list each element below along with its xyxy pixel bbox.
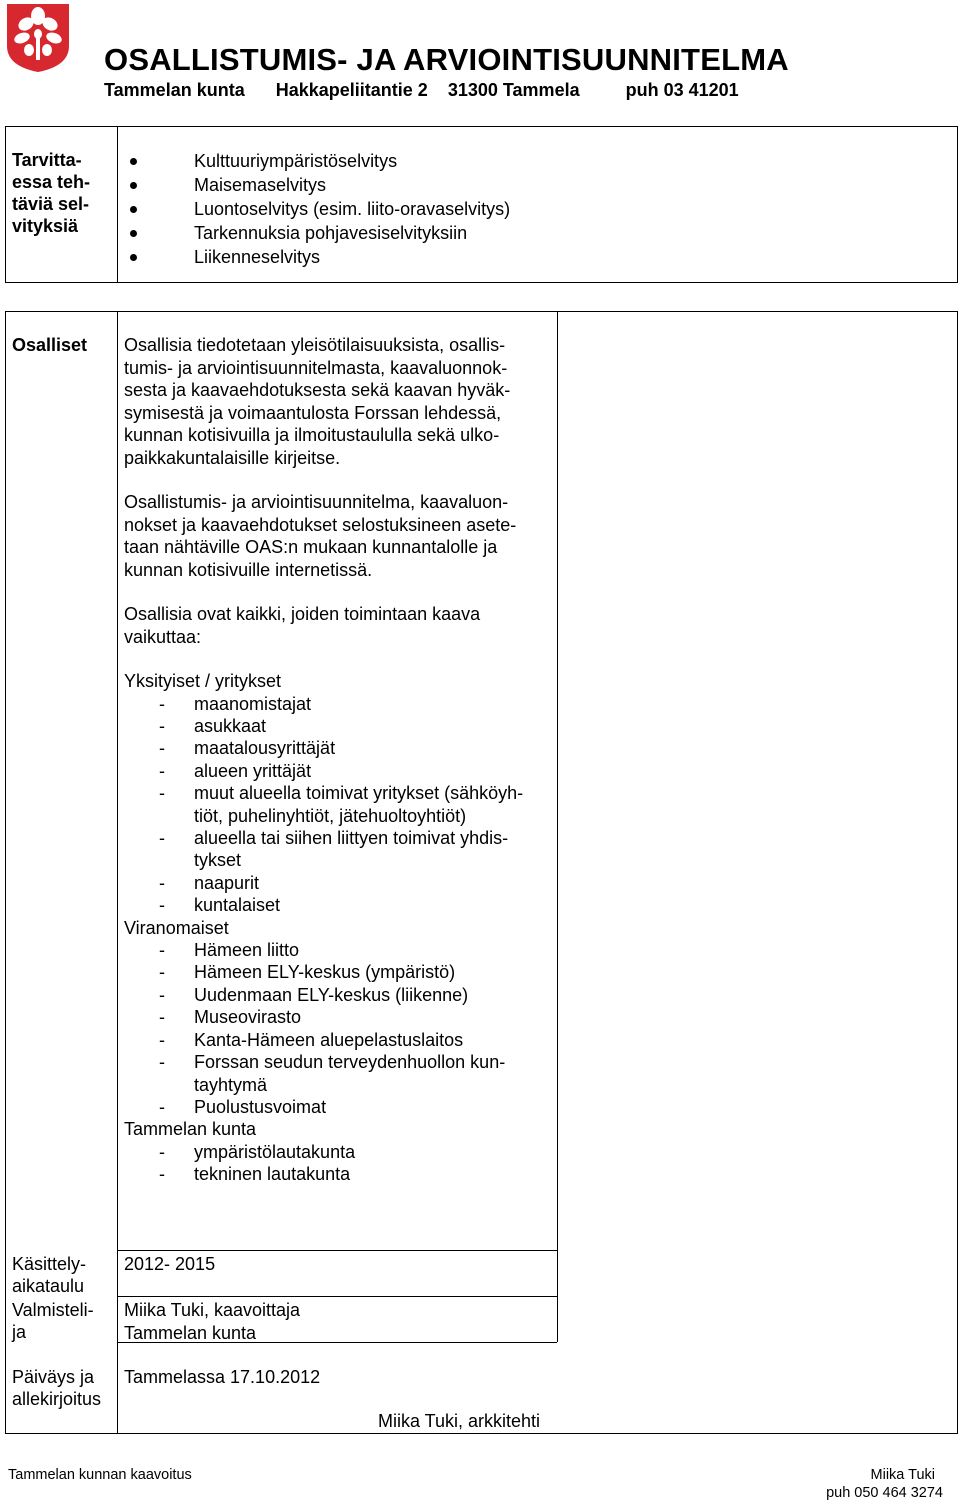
parties-paragraph-2: Osallistumis- ja arviointisuunnitelma, kaavaluon- nokset ja kaavaehdotukset selostuksineen asete- taan nähtäville OAS:n mukaan kunnantalolle ja kunnan kotisivuille internetissä. (124, 492, 517, 580)
studies-label: Tarvitta- essa teh- täviä sel- vityksiä (12, 150, 91, 236)
signature-label: Päiväys ja allekirjoitus (12, 1367, 102, 1409)
footer-right (826, 1466, 943, 1502)
preparer-label: Valmisteli- ja (12, 1300, 94, 1342)
signature-place-date: Tammelassa 17.10.2012 (124, 1367, 321, 1387)
list-item: - Kanta-Hämeen aluepelastuslaitos (159, 1029, 464, 1050)
municipality-name: Tammelan kunta (104, 80, 245, 100)
list-item: - Hämeen ELY-keskus (ympäristö) (159, 962, 456, 983)
address: Hakkapeliitantie 2 (275, 80, 428, 100)
list-item: - Forssan seudun terveydenhuollon kun- tayhtymä (159, 1052, 506, 1095)
group-title-authorities: Viranomaiset (124, 917, 229, 938)
parties-paragraph-1: Osallisia tiedotetaan yleisötilaisuuksista, osallis- tumis- ja arviointisuunnitelmasta, kaavaluonnok- sesta ja kaavaehdotuksesta sekä kaavan hyväk- symisestä ja voimaantulosta Forssan lehdessä, kunnan kotisivuilla ja ilmoitustaululla sekä ulko- paikkakuntalaisille kirjeitse. (124, 335, 511, 468)
group-title-municipality: Tammelan kunta (124, 1119, 257, 1140)
list-item: - kuntalaiset (159, 895, 281, 916)
preparer-value (124, 1299, 300, 1344)
studies-list (124, 149, 510, 269)
preparer-organization: Tammelan kunta (124, 1322, 257, 1343)
list-item: - asukkaat (159, 715, 267, 736)
footer-left: Tammelan kunnan kaavoitus (8, 1467, 192, 1483)
list-item: Tarkennuksia pohjavesiselvityksiin (124, 221, 510, 245)
list-item: - muut alueella toimivat yritykset (sähköyh- tiöt, puhelinyhtiöt, jätehuoltoyhtiöt) (159, 783, 524, 826)
parties-paragraph-3: Osallisia ovat kaikki, joiden toimintaan kaava vaikuttaa: (124, 604, 481, 647)
list-item: Kulttuuriympäristöselvitys (124, 149, 510, 173)
contact-line (104, 80, 739, 101)
list-item: - tekninen lautakunta (159, 1164, 351, 1185)
list-item: Maisemaselvitys (124, 173, 510, 197)
group-list-private (124, 693, 554, 917)
parties-content (124, 334, 554, 1186)
group-list-municipality (124, 1141, 554, 1186)
phone-number: puh 03 41201 (625, 80, 739, 100)
list-item: Liikenneselvitys (124, 245, 510, 269)
footer-phone: puh 050 464 3274 (826, 1485, 943, 1501)
list-item: - Hämeen liitto (159, 940, 300, 961)
list-item: - alueella tai siihen liittyen toimivat yhdis- tykset (159, 827, 509, 871)
footer-name: Miika Tuki (870, 1467, 935, 1483)
list-item: - ympäristölautakunta (159, 1141, 356, 1162)
list-item: - alueen yrittäjät (159, 760, 312, 781)
list-item: - Uudenmaan ELY-keskus (liikenne) (159, 984, 469, 1005)
list-item: - Puolustusvoimat (159, 1096, 327, 1117)
group-list-authorities (124, 939, 554, 1118)
group-title-private: Yksityiset / yritykset (124, 671, 282, 691)
list-item: - maanomistajat (159, 693, 312, 714)
preparer-name: Miika Tuki, kaavoittaja (124, 1300, 301, 1320)
signature-signer: Miika Tuki, arkkitehti (378, 1411, 541, 1431)
parties-label: Osalliset (12, 335, 88, 355)
document-title: OSALLISTUMIS- JA ARVIOINTISUUNNITELMA (104, 42, 789, 77)
municipal-crest-icon (5, 2, 71, 74)
list-item: - Museovirasto (159, 1007, 302, 1028)
list-item: Luontoselvitys (esim. liito-oravaselvitys) (124, 197, 510, 221)
parties-table (5, 311, 958, 1434)
postal-code: 31300 Tammela (447, 80, 580, 100)
schedule-label: Käsittely- aikataulu (12, 1254, 87, 1296)
studies-table (5, 126, 958, 283)
list-item: - maatalousyrittäjät (159, 738, 336, 759)
list-item: - naapurit (159, 872, 260, 893)
schedule-value: 2012- 2015 (124, 1254, 216, 1274)
